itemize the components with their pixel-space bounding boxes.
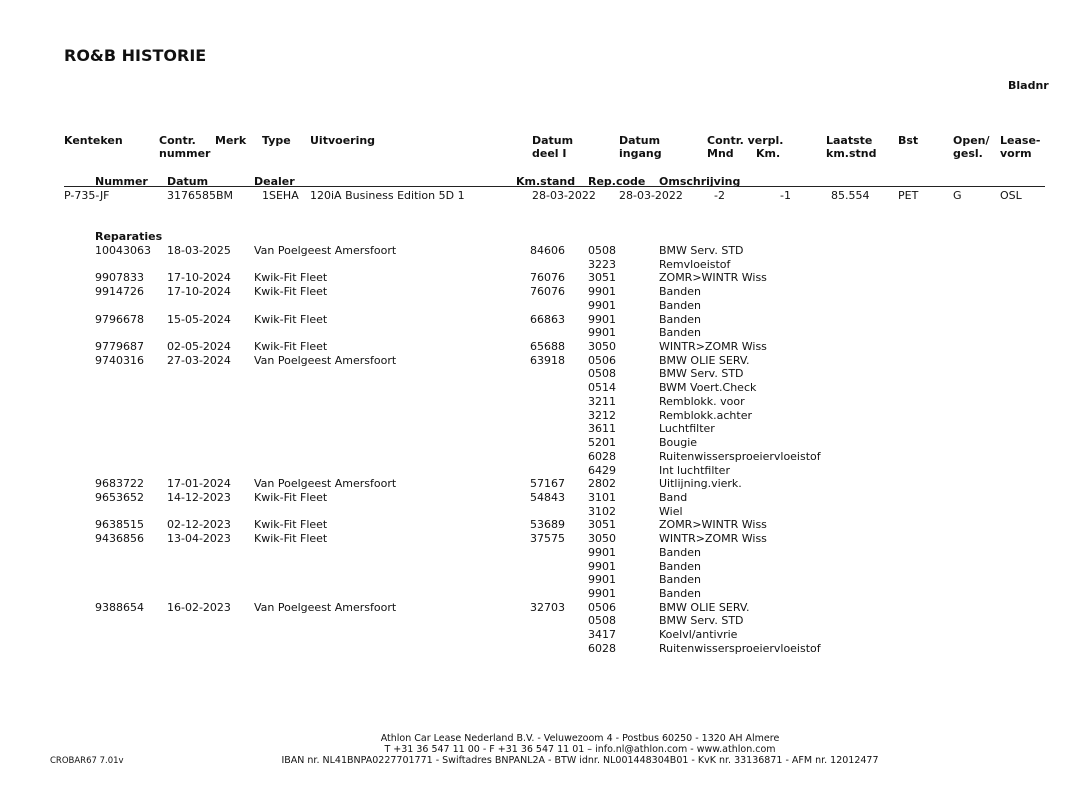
repair-datum: 15-05-2024: [167, 312, 231, 326]
repair-omschrijving: WINTR>ZOMR Wiss: [659, 340, 767, 354]
vehicle-km: -1: [780, 189, 791, 202]
repair-code: 6028: [588, 641, 616, 655]
repair-code: 3211: [588, 394, 616, 408]
repair-code: 3101: [588, 490, 616, 504]
repair-dealer: Van Poelgeest Amersfoort: [254, 477, 397, 491]
repair-code: 9901: [588, 559, 616, 573]
footer-line-1: Athlon Car Lease Nederland B.V. - Veluwezoom 4 - Postbus 60250 - 1320 AH Almere: [380, 733, 780, 744]
vehicle-datum-deel-1: 28-03-2022: [532, 189, 596, 202]
repair-datum: 27-03-2024: [167, 353, 231, 367]
repair-datum: 13-04-2023: [167, 532, 231, 546]
footer-line-3: IBAN nr. NL41BNPA0227701771 - Swiftadres BNPANL2A - BTW idnr. NL001448304B01 - KvK nr. 33136871 - AFM nr. 12012477: [281, 755, 879, 766]
header-dealer: Dealer: [254, 175, 295, 188]
repair-kmstand: 53689: [530, 518, 565, 532]
repair-omschrijving: Banden: [659, 326, 701, 340]
repair-datum: 14-12-2023: [167, 490, 231, 504]
repair-datum: 17-01-2024: [167, 477, 231, 491]
repair-code: 3212: [588, 408, 616, 422]
repair-nummer: 10043063: [95, 244, 151, 257]
header-datum: Datum: [167, 175, 209, 188]
repair-kmstand: 84606: [530, 244, 565, 257]
header-repcode: Rep.code: [588, 175, 646, 188]
header-divider: [64, 186, 1045, 187]
repair-code: 3051: [588, 271, 616, 285]
repair-omschrijving: Banden: [659, 298, 701, 312]
repair-code: 3051: [588, 518, 616, 532]
repair-code: 9901: [588, 298, 616, 312]
repair-omschrijving: ZOMR>WINTR Wiss: [659, 518, 767, 532]
header-contr-nummer-2: nummer: [159, 147, 211, 160]
repair-dealer: Kwik-Fit Fleet: [254, 532, 328, 546]
header-uitvoering: Uitvoering: [310, 134, 376, 147]
repair-omschrijving: BMW Serv. STD: [659, 244, 744, 257]
repair-code: 9901: [588, 573, 616, 587]
repair-omschrijving: Banden: [659, 587, 701, 600]
repair-omschrijving: Band: [659, 490, 688, 504]
header-bst: Bst: [898, 134, 919, 147]
repair-omschrijving: Uitlijning.vierk.: [659, 477, 742, 491]
repair-nummer: 9907833: [95, 271, 144, 285]
repair-omschrijving: BMW Serv. STD: [659, 367, 744, 381]
header-type: Type: [262, 134, 291, 147]
header-datum-ingang-1: Datum: [619, 134, 661, 147]
repair-code: 0508: [588, 614, 616, 628]
vehicle-laatste-km: 85.554: [831, 189, 870, 202]
header-open-1: Open/: [953, 134, 990, 147]
vehicle-mnd: -2: [714, 189, 725, 202]
repair-code: 9901: [588, 312, 616, 326]
repair-code: 3102: [588, 504, 616, 518]
repair-omschrijving: BMW Serv. STD: [659, 614, 744, 628]
repair-code: 5201: [588, 436, 616, 450]
repair-omschrijving: Remblokk.achter: [659, 408, 753, 422]
header-contr-verpl-mnd: Mnd: [707, 147, 734, 160]
repair-dealer: Kwik-Fit Fleet: [254, 490, 328, 504]
header-kenteken: Kenteken: [64, 134, 123, 147]
repair-datum: 17-10-2024: [167, 271, 231, 285]
repair-omschrijving: Ruitenwissersproeiervloeistof: [659, 641, 821, 655]
repair-dealer: Kwik-Fit Fleet: [254, 285, 328, 299]
repair-code: 3050: [588, 532, 616, 546]
repair-nummer: 9914726: [95, 285, 144, 299]
repair-dealer: Van Poelgeest Amersfoort: [254, 244, 397, 257]
repair-omschrijving: Remvloeistof: [659, 257, 731, 271]
vehicle-uitvoering: 120iA Business Edition 5D 1: [310, 189, 465, 202]
repair-omschrijving: Wiel: [659, 504, 683, 518]
header-laatste-1: Laatste: [826, 134, 873, 147]
repair-nummer: 9388654: [95, 600, 144, 614]
repair-code: 3611: [588, 422, 616, 436]
repair-kmstand: 76076: [530, 285, 565, 299]
repair-omschrijving: Banden: [659, 312, 701, 326]
footer-line-2: T +31 36 547 11 00 - F +31 36 547 11 01 – info.nl@athlon.com - www.athlon.com: [384, 744, 776, 755]
repair-code: 9901: [588, 587, 616, 600]
repair-omschrijving: Int luchtfilter: [659, 463, 730, 477]
repair-kmstand: 32703: [530, 600, 565, 614]
footer: [270, 733, 890, 766]
repair-omschrijving: BMW OLIE SERV.: [659, 353, 750, 367]
repair-code: 3417: [588, 628, 616, 642]
repair-nummer: 9683722: [95, 477, 144, 491]
repair-omschrijving: Banden: [659, 573, 701, 587]
repair-omschrijving: Banden: [659, 545, 701, 559]
repair-code: 0506: [588, 600, 616, 614]
repair-code: 0508: [588, 367, 616, 381]
repair-code: 9901: [588, 545, 616, 559]
page-number-label: Bladnr: [1008, 79, 1049, 92]
repair-code: 9901: [588, 285, 616, 299]
repair-datum: 02-05-2024: [167, 340, 231, 354]
vehicle-open-gesl: G: [953, 189, 962, 202]
repair-code: 3223: [588, 257, 616, 271]
repair-kmstand: 37575: [530, 532, 565, 546]
header-contr-verpl-km: Km.: [756, 147, 781, 160]
repair-omschrijving: Banden: [659, 559, 701, 573]
repair-omschrijving: Remblokk. voor: [659, 394, 745, 408]
vehicle-contract: 3176585BM: [167, 189, 234, 202]
repair-dealer: Van Poelgeest Amersfoort: [254, 600, 397, 614]
repair-code: 0508: [588, 244, 616, 257]
repair-dealer: Van Poelgeest Amersfoort: [254, 353, 397, 367]
repair-code: 6429: [588, 463, 616, 477]
repair-code: 3050: [588, 340, 616, 354]
repair-omschrijving: Banden: [659, 285, 701, 299]
repair-nummer: 9638515: [95, 518, 144, 532]
repair-datum: 17-10-2024: [167, 285, 231, 299]
repair-nummer: 9740316: [95, 353, 144, 367]
repair-code: 0514: [588, 381, 616, 395]
vehicle-kenteken: P-735-JF: [64, 189, 110, 202]
repair-nummer: 9436856: [95, 532, 144, 546]
repair-omschrijving: BWM Voert.Check: [659, 381, 757, 395]
reparaties-label: Reparaties: [95, 230, 163, 243]
repair-kmstand: 76076: [530, 271, 565, 285]
form-code: CROBAR67 7.01v: [50, 756, 124, 766]
repair-code: 2802: [588, 477, 616, 491]
repair-nummer: 9653652: [95, 490, 144, 504]
header-lease-1: Lease-: [1000, 134, 1041, 147]
repair-kmstand: 63918: [530, 353, 565, 367]
repair-omschrijving: Luchtfilter: [659, 422, 715, 436]
repair-omschrijving: Ruitenwissersproeiervloeistof: [659, 449, 821, 463]
repair-dealer: Kwik-Fit Fleet: [254, 312, 328, 326]
header-datum-ingang-2: ingang: [619, 147, 662, 160]
header-omschrijving: Omschrijving: [659, 175, 741, 188]
repair-code: 0506: [588, 353, 616, 367]
vehicle-lease-vorm: OSL: [1000, 189, 1022, 202]
header-contr-verpl: Contr. verpl.: [707, 134, 784, 147]
repair-omschrijving: Bougie: [659, 436, 698, 450]
vehicle-bst: PET: [898, 189, 919, 202]
repair-dealer: Kwik-Fit Fleet: [254, 271, 328, 285]
repair-datum: 16-02-2023: [167, 600, 231, 614]
repair-kmstand: 54843: [530, 490, 565, 504]
vehicle-type: 1SEHA: [262, 189, 299, 202]
page-title: RO&B HISTORIE: [64, 46, 207, 65]
repair-dealer: Kwik-Fit Fleet: [254, 518, 328, 532]
header-datum-deel-2: deel I: [532, 147, 567, 160]
repair-omschrijving: ZOMR>WINTR Wiss: [659, 271, 767, 285]
repair-code: 9901: [588, 326, 616, 340]
header-kmstand: Km.stand: [516, 175, 576, 188]
header-lease-2: vorm: [1000, 147, 1032, 160]
header-nummer: Nummer: [95, 175, 148, 188]
repair-code: 6028: [588, 449, 616, 463]
repair-kmstand: 57167: [530, 477, 565, 491]
header-laatste-2: km.stnd: [826, 147, 877, 160]
repair-datum: 18-03-2025: [167, 244, 231, 257]
header-contr-nummer-1: Contr.: [159, 134, 196, 147]
repair-omschrijving: BMW OLIE SERV.: [659, 600, 750, 614]
repair-nummer: 9796678: [95, 312, 144, 326]
repair-kmstand: 66863: [530, 312, 565, 326]
repair-omschrijving: Koelvl/antivrie: [659, 628, 738, 642]
header-open-2: gesl.: [953, 147, 983, 160]
repair-kmstand: 65688: [530, 340, 565, 354]
vehicle-datum-ingang: 28-03-2022: [619, 189, 683, 202]
header-datum-deel-1: Datum: [532, 134, 574, 147]
header-merk: Merk: [215, 134, 247, 147]
repair-datum: 02-12-2023: [167, 518, 231, 532]
repair-nummer: 9779687: [95, 340, 144, 354]
repair-dealer: Kwik-Fit Fleet: [254, 340, 328, 354]
repair-omschrijving: WINTR>ZOMR Wiss: [659, 532, 767, 546]
